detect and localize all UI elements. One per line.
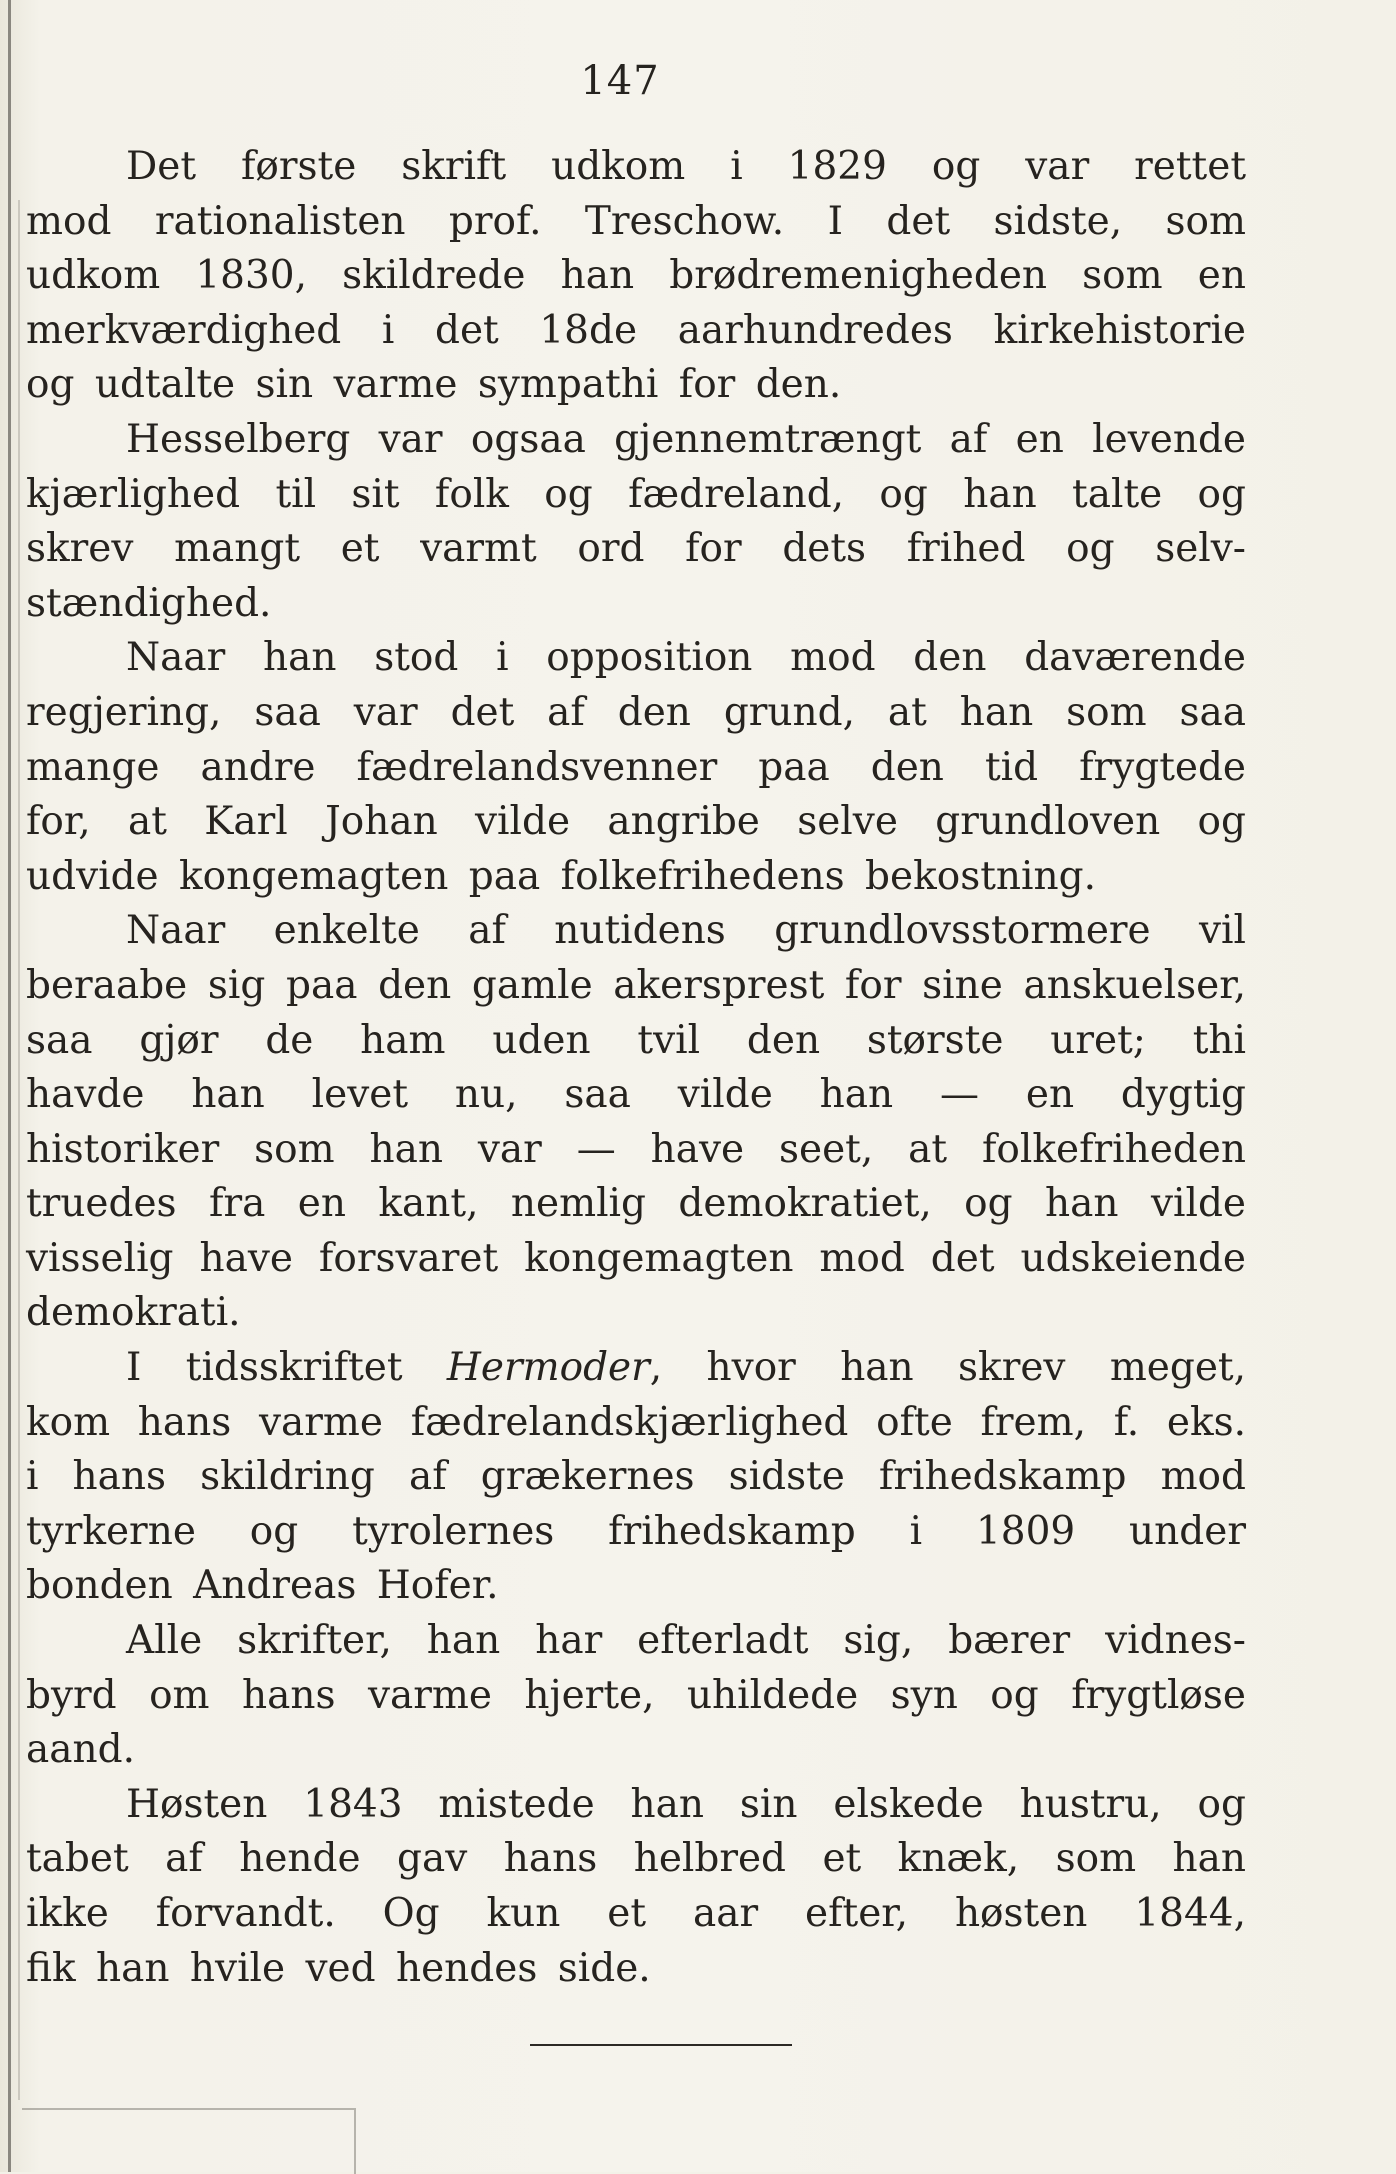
text-line: kjærlighed til sit folk og fædreland, og han talte og xyxy=(26,471,1246,517)
text-line: byrd om hans varme hjerte, uhildede syn og frygtløse xyxy=(26,1672,1246,1718)
text-line: Naar han stod i opposition mod den daværende xyxy=(126,635,1246,681)
binding-shadow xyxy=(18,200,20,2100)
text-line: for, at Karl Johan vilde angribe selve grundloven og xyxy=(26,799,1246,845)
text-line: merkværdighed i det 18de aarhundredes kirkehistorie xyxy=(26,307,1246,353)
text-line: havde han levet nu, saa vilde han — en dygtig xyxy=(26,1072,1246,1118)
text-line: bonden Andreas Hofer. xyxy=(26,1563,499,1609)
text-line: aand. xyxy=(26,1727,135,1773)
text-line: i hans skildring af grækernes sidste frihedskamp mod xyxy=(26,1454,1246,1500)
text-line: tyrkerne og tyrolernes frihedskamp i 1809 under xyxy=(26,1508,1246,1554)
text-line: truedes fra en kant, nemlig demokratiet, og han vilde xyxy=(26,1181,1246,1227)
text-line: historiker som han var — have seet, at folkefriheden xyxy=(26,1126,1246,1172)
paragraph-4 xyxy=(26,904,1246,1341)
text-line: Høsten 1843 mistede han sin elskede hustru, og xyxy=(126,1781,1246,1827)
text-line-with-title xyxy=(26,1341,1246,1396)
text-line: stændighed. xyxy=(26,580,272,626)
binding-edge xyxy=(8,0,11,2172)
text-line: saa gjør de ham uden tvil den største uret; thi xyxy=(26,1017,1246,1063)
paragraph-3 xyxy=(26,631,1246,904)
scan-corner-mark xyxy=(22,2108,356,2174)
text-line: Det første skrift udkom i 1829 og var rettet xyxy=(126,144,1246,189)
paragraph-6 xyxy=(26,1614,1246,1778)
paragraph-1 xyxy=(26,140,1246,413)
text-line: beraabe sig paa den gamle akersprest for sine anskuelser, xyxy=(26,962,1246,1008)
page-number: 147 xyxy=(580,58,660,104)
text-line: tabet af hende gav hans helbred et knæk, som han xyxy=(26,1836,1246,1882)
text-line: Naar enkelte af nutidens grundlovsstormere vil xyxy=(126,908,1246,954)
body-text xyxy=(26,140,1246,1996)
paragraph-2 xyxy=(26,413,1246,631)
text-fragment: , hvor han skrev meget, xyxy=(649,1345,1246,1391)
text-line: udkom 1830, skildrede han brødremenigheden som en xyxy=(26,253,1246,299)
text-line: udvide kongemagten paa folkefrihedens bekostning. xyxy=(26,853,1096,899)
text-line: Hesselberg var ogsaa gjennemtrængt af en levende xyxy=(126,416,1246,462)
paragraph-5 xyxy=(26,1341,1246,1614)
text-fragment: I tidsskriftet xyxy=(126,1345,447,1391)
text-line: demokrati. xyxy=(26,1290,241,1336)
periodical-title: Hermoder xyxy=(446,1345,650,1391)
text-line: mod rationalisten prof. Treschow. I det sidste, som xyxy=(26,198,1246,244)
end-rule xyxy=(530,2044,792,2046)
text-line: visselig have forsvaret kongemagten mod det udskeiende xyxy=(26,1235,1246,1281)
text-line: Alle skrifter, han har efterladt sig, bærer vidnes- xyxy=(126,1618,1246,1664)
text-line: ikke forvandt. Og kun et aar efter, høsten 1844, xyxy=(26,1891,1246,1936)
text-line: kom hans varme fædrelandskjærlighed ofte frem, f. eks. xyxy=(26,1399,1246,1445)
text-line: og udtalte sin varme sympathi for den. xyxy=(26,362,842,408)
text-line: mange andre fædrelandsvenner paa den tid frygtede xyxy=(26,744,1246,790)
text-line: regjering, saa var det af den grund, at han som saa xyxy=(26,689,1246,735)
text-line: fik han hvile ved hendes side. xyxy=(26,1945,651,1991)
text-line: skrev mangt et varmt ord for dets frihed og selv- xyxy=(26,526,1246,572)
paragraph-7 xyxy=(26,1778,1246,1996)
